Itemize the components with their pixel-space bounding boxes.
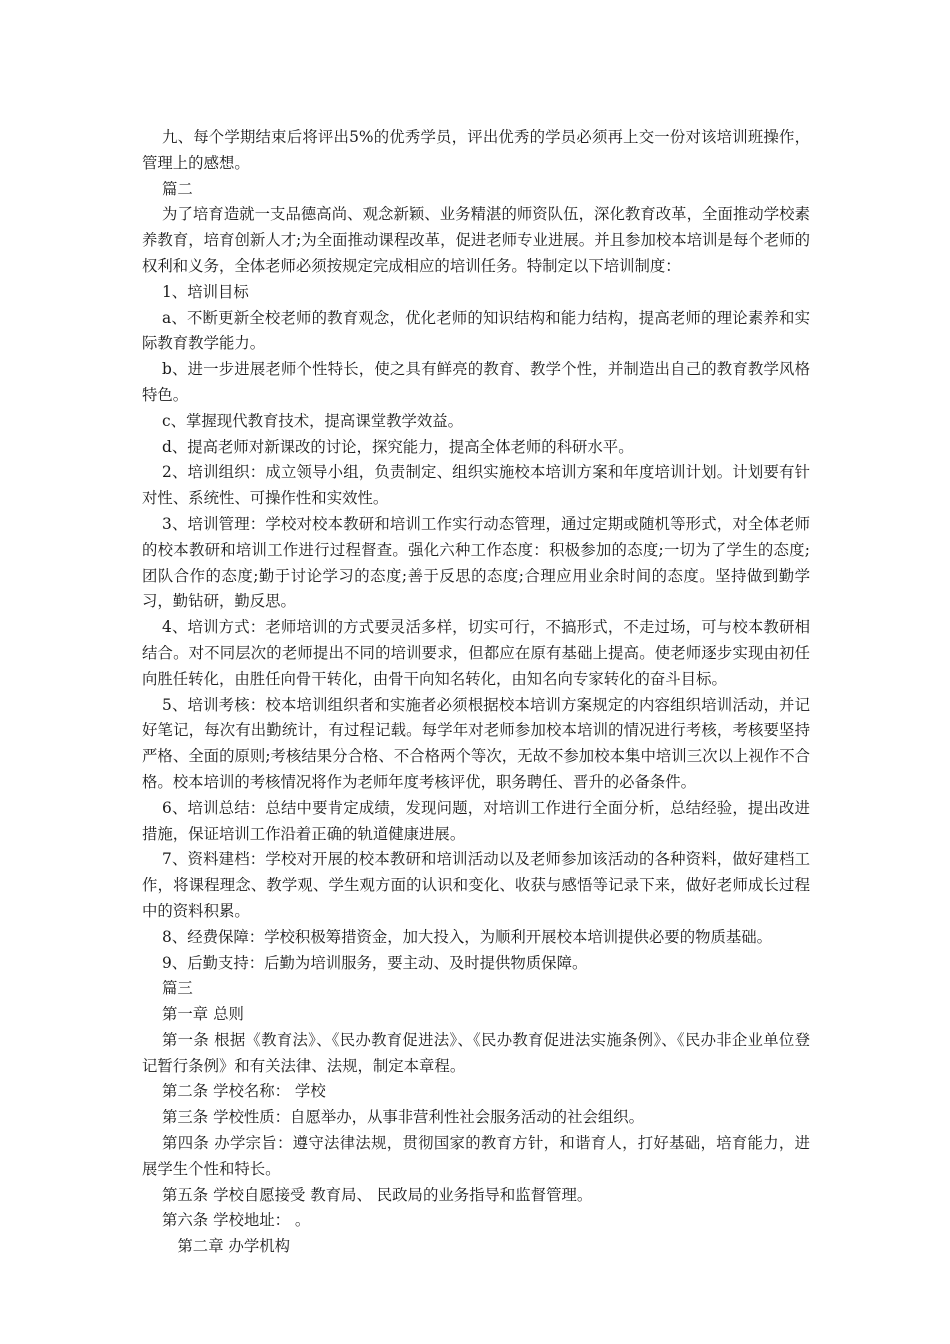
- list-item: 6、培训总结：总结中要肯定成绩，发现问题，对培训工作进行全面分析，总结经验，提出改进措施，保证培训工作沿着正确的轨道健康进展。: [142, 798, 810, 843]
- article: 第六条 学校地址： 。: [162, 1211, 311, 1230]
- list-item: 1、培训目标: [162, 282, 249, 301]
- list-item: 7、资料建档：学校对开展的校本教研和培训活动以及老师参加该活动的各种资料，做好建档工作，将课程理念、教学观、学生观方面的认识和变化、收获与感悟等记录下来，做好老师成长过程中的资料积累。: [142, 850, 810, 920]
- article: 第三条 学校性质：自愿举办，从事非营利性社会服务活动的社会组织。: [162, 1108, 645, 1127]
- list-item: b、进一步进展老师个性特长，使之具有鲜亮的教育、教学个性，并制造出自己的教育教学风格特色。: [142, 360, 810, 404]
- article: 第一条 根据《教育法》、《民办教育促进法》、《民办教育促进法实施条例》、《民办非企业单位登记暂行条例》和有关法律、法规，制定本章程。: [142, 1030, 810, 1075]
- paragraph: 九、每个学期结束后将评出5%的优秀学员，评出优秀的学员必须再上交一份对该培训班操作，管理上的感想。: [142, 128, 810, 172]
- list-item: 2、培训组织：成立领导小组，负责制定、组织实施校本培训方案和年度培训计划。计划要有针对性、系统性、可操作性和实效性。: [142, 463, 810, 508]
- list-item: 3、培训管理：学校对校本教研和培训工作实行动态管理，通过定期或随机等形式，对全体老师的校本教研和培训工作进行过程督查。强化六种工作态度：积极参加的态度;一切为了学生的态度;团队合作的态度;勤于讨论学习的态度;善于反思的态度;合理应用业余时间的态度。坚持做到勤学习，勤钻研，勤反思。: [142, 514, 810, 611]
- list-item: 8、经费保障：学校积极筹措资金，加大投入，为顺利开展校本培训提供必要的物质基础。: [162, 927, 773, 946]
- list-item: d、提高老师对新课改的讨论，探究能力，提高全体老师的科研水平。: [162, 437, 634, 456]
- list-item: a、不断更新全校老师的教育观念，优化老师的知识结构和能力结构，提高老师的理论素养和实际教育教学能力。: [142, 308, 810, 353]
- article: 第五条 学校自愿接受 教育局、 民政局的业务指导和监督管理。: [162, 1185, 593, 1204]
- document-body: [142, 125, 810, 1260]
- section-heading: 篇二: [162, 179, 193, 198]
- list-item: 9、后勤支持：后勤为培训服务，要主动、及时提供物质保障。: [162, 953, 588, 972]
- list-item: 5、培训考核：校本培训组织者和实施者必须根据校本培训方案规定的内容组织培训活动，并记好笔记，每次有出勤统计，有过程记载。每学年对老师参加校本培训的情况进行考核，考核要坚持严格、全面的原则;考核结果分合格、不合格两个等次，无故不参加校本集中培训三次以上视作不合格。校本培训的考核情况将作为老师年度考核评优，职务聘任、晋升的必备条件。: [142, 695, 810, 791]
- article: 第二条 学校名称： 学校: [162, 1082, 326, 1101]
- article: 第四条 办学宗旨：遵守法律法规，贯彻国家的教育方针，和谐育人，打好基础，培育能力，进展学生个性和特长。: [142, 1134, 810, 1178]
- chapter-heading: 第二章 办学机构: [177, 1237, 291, 1256]
- list-item: c、掌握现代教育技术，提高课堂教学效益。: [162, 411, 464, 430]
- paragraph: 为了培育造就一支品德高尚、观念新颖、业务精湛的师资队伍，深化教育改革，全面推动学校素养教育，培育创新人才;为全面推动课程改革，促进老师专业进展。并且参加校本培训是每个老师的权利和义务，全体老师必须按规定完成相应的培训任务。特制定以下培训制度：: [142, 205, 810, 275]
- section-heading: 篇三: [162, 979, 193, 998]
- list-item: 4、培训方式：老师培训的方式要灵活多样，切实可行，不搞形式，不走过场，可与校本教研相结合。对不同层次的老师提出不同的培训要求，但都应在原有基础上提高。使老师逐步实现由初任向胜任转化，由胜任向骨干转化，由骨干向知名转化，由知名向专家转化的奋斗目标。: [142, 618, 810, 688]
- chapter-heading: 第一章 总则: [162, 1005, 244, 1024]
